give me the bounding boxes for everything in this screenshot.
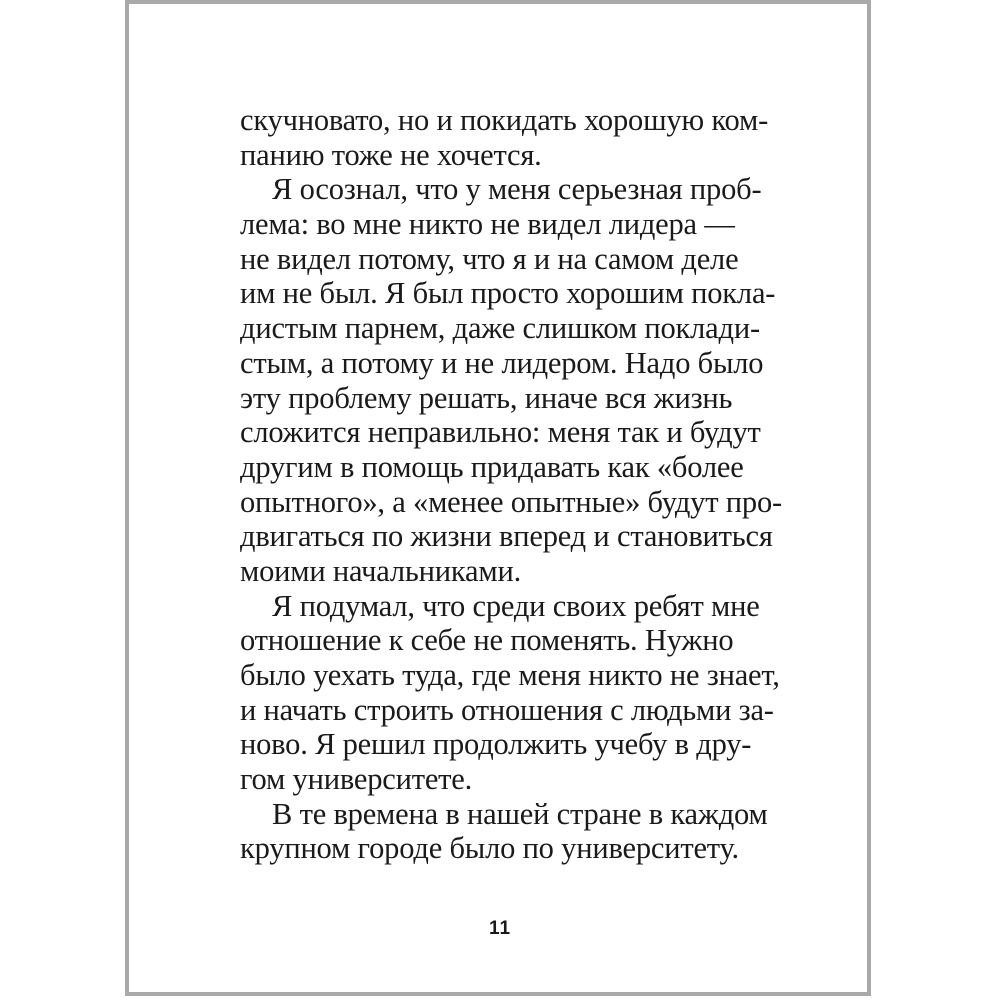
text-line: гом университете.: [240, 762, 473, 797]
text-line: стым, а потому и не лидером. Надо было: [240, 345, 764, 380]
text-line: В те времена в нашей стране в каждом: [272, 796, 768, 831]
text-line: опытного», а «менее опытные» будут про-: [240, 484, 782, 519]
text-line: им не был. Я был просто хорошим покла-: [240, 276, 776, 311]
page-number: 11: [488, 918, 512, 939]
text-line: эту проблему решать, иначе вся жизнь: [240, 380, 733, 415]
text-line: не видел потому, что я и на самом деле: [240, 241, 739, 276]
text-line: скучновато, но и покидать хорошую ком-: [240, 103, 769, 137]
text-line: Я осознал, что у меня серьезная проб-: [272, 172, 762, 207]
text-line: сложится неправильно: меня так и будут: [240, 415, 761, 450]
text-line: двигаться по жизни вперед и становиться: [240, 519, 773, 554]
text-line: моими начальниками.: [240, 553, 522, 588]
text-line: и начать строить отношения с людьми за-: [240, 692, 774, 727]
text-line: было уехать туда, где меня никто не знает,: [240, 658, 780, 692]
text-line: другим в помощь придавать как «более: [240, 449, 744, 484]
text-line: лема: во мне никто не видел лидера —: [240, 207, 735, 242]
text-line: дистым парнем, даже слишком поклади-: [240, 311, 760, 346]
text-line: панию тоже не хочется.: [240, 137, 542, 172]
text-line: Я подумал, что среди своих ребят мне: [272, 588, 760, 623]
text-line: ново. Я решил продолжить учебу в дру-: [240, 727, 752, 762]
page-text: [240, 103, 782, 866]
text-line: крупном городе было по университету.: [240, 831, 739, 866]
text-line: отношение к себе не поменять. Нужно: [240, 623, 734, 658]
